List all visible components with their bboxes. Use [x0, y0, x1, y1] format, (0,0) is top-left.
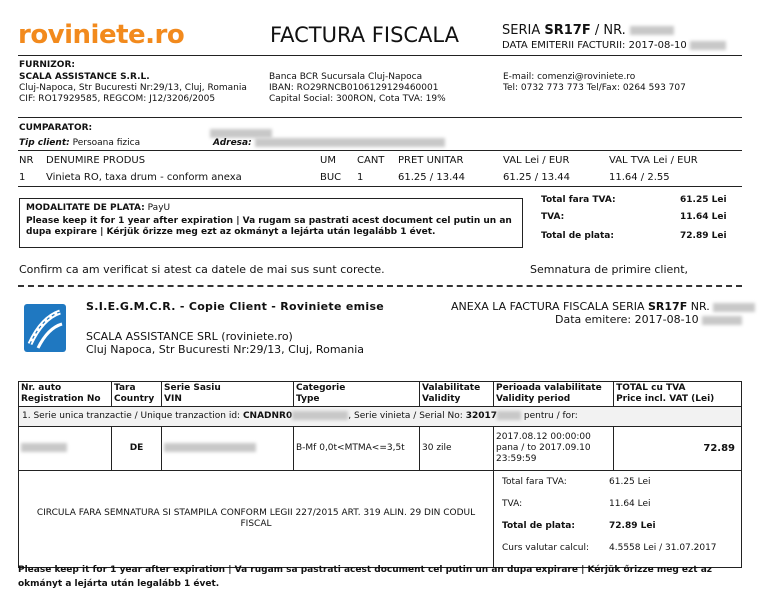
furnizor-cif: CIF: RO17929585, REGCOM: J12/3206/2005: [19, 94, 216, 104]
annex-col-period: Perioada valabilitate Validity period: [494, 382, 614, 407]
annex-summary-row: Total fara TVA: 61.25 Lei: [502, 477, 651, 487]
divider: [18, 186, 742, 187]
product-pret: 61.25 / 13.44: [398, 172, 465, 183]
annex-notice: CIRCULA FARA SEMNATURA SI STAMPILA CONFORM LEGII 227/2015 ART. 319 ALIN. 29 DIN CODUL FISCAL: [19, 471, 494, 568]
annex-header-row: [19, 382, 742, 407]
furnizor-capital: Capital Social: 300RON, Cota TVA: 19%: [269, 94, 446, 104]
annex-data-row: [19, 427, 742, 471]
product-cant: 1: [357, 172, 364, 183]
annex-col-validity: Valabilitate Validity: [420, 382, 494, 407]
cut-line: [18, 285, 742, 287]
col-val: VAL Lei / EUR: [503, 155, 570, 166]
furnizor-iban: IBAN: RO29RNCB0106129129460001: [269, 83, 439, 93]
annex-company: SCALA ASSISTANCE SRL (roviniete.ro): [86, 330, 293, 343]
total-fara-tva-label: Total fara TVA:: [541, 195, 616, 205]
col-denumire: DENUMIRE PRODUS: [46, 155, 146, 166]
annex-col-vin: Serie Sasiu VIN: [162, 382, 294, 407]
furnizor-bank: Banca BCR Sucursala Cluj-Napoca: [269, 72, 423, 82]
annex-col-total: TOTAL cu TVA Price incl. VAT (Lei): [614, 382, 742, 407]
furnizor-tel: Tel: 0732 773 773 Tel/Fax: 0264 593 707: [503, 83, 686, 93]
road-logo-icon: [24, 304, 66, 352]
divider: [18, 55, 742, 56]
annex-heading: ANEXA LA FACTURA FISCALA SERIA SR17F NR.: [451, 300, 755, 313]
invoice-date: DATA EMITERII FACTURII: 2017-08-10: [502, 40, 726, 52]
total-fara-tva-value: 61.25 Lei: [680, 195, 727, 205]
annex-period-cell: 2017.08.12 00:00:00 pana / to 2017.09.10 23:59:59: [494, 427, 614, 471]
product-val: 61.25 / 13.44: [503, 172, 570, 183]
annex-country-cell: DE: [112, 427, 162, 471]
annex-table: [18, 381, 742, 568]
col-pret: PRET UNITAR: [398, 155, 464, 166]
adresa-label: Adresa:: [213, 138, 445, 149]
furnizor-label: FURNIZOR:: [19, 60, 75, 70]
furnizor-address: Cluj-Napoca, Str Bucuresti Nr:29/13, Cluj, Romania: [19, 83, 247, 93]
annex-vin-cell: [162, 427, 294, 471]
divider: [18, 150, 742, 151]
furnizor-email: E-mail: comenzi@roviniete.ro: [503, 72, 636, 82]
divider: [18, 117, 742, 118]
annex-org: S.I.E.G.M.C.R. - Copie Client - Roviniete emise: [86, 300, 385, 313]
tva-value: 11.64 Lei: [680, 212, 727, 222]
payment-method: MODALITATE DE PLATA: PayU: [26, 203, 171, 213]
annex-col-type: Categorie Type: [294, 382, 420, 407]
annex-date: Data emitere: 2017-08-10: [555, 313, 742, 326]
invoice-series: SERIA SR17F / NR.: [502, 23, 674, 39]
product-tva: 11.64 / 2.55: [609, 172, 670, 183]
annex-serie-row: [19, 407, 742, 427]
tip-client: Tip client: Persoana fizica: [19, 138, 141, 148]
signature-label: Semnatura de primire client,: [530, 263, 689, 276]
col-tva: VAL TVA Lei / EUR: [609, 155, 698, 166]
annex-footer-row: [19, 471, 742, 568]
annex-address: Cluj Napoca, Str Bucuresti Nr:29/13, Cluj, Romania: [86, 343, 365, 356]
annex-serie-cell: 1. Serie unica tranzactie / Unique tranzaction id: CNADNR0 , Serie vinieta / Serial No: 32017 pentru / for:: [19, 407, 742, 427]
col-um: UM: [320, 155, 336, 166]
annex-validity-cell: 30 zile: [420, 427, 494, 471]
confirm-text: Confirm ca am verificat si atest ca datele de mai sus sunt corecte.: [19, 263, 385, 276]
product-um: BUC: [320, 172, 342, 183]
annex-col-nr-auto: Nr. auto Registration No: [19, 382, 112, 407]
annex-plate-cell: [19, 427, 112, 471]
furnizor-name: SCALA ASSISTANCE S.R.L.: [19, 72, 150, 82]
total-plata-value: 72.89 Lei: [680, 231, 727, 241]
payment-note: Please keep it for 1 year after expiration | Va rugam sa pastrati acest document cel putin un an dupa expirare | Kérjük őrizze meg ezt az okmányt a lejárta után legalább 1 évet.: [26, 216, 512, 237]
annex-type-cell: B-Mf 0,0t<MTMA<=3,5t: [294, 427, 420, 471]
product-nr: 1: [19, 172, 26, 183]
annex-summary-row: TVA: 11.64 Lei: [502, 499, 651, 509]
annex-total-cell: 72.89: [614, 427, 742, 471]
annex-col-tara: Tara Country: [112, 382, 162, 407]
annex-summary-row: Total de plata: 72.89 Lei: [502, 521, 656, 531]
payment-box: [19, 198, 523, 248]
annex-summary: [494, 471, 742, 568]
product-name: Vinieta RO, taxa drum - conform anexa: [46, 172, 242, 183]
footer-note: Please keep it for 1 year after expiration | Va rugam sa pastrati acest document cel putin un an dupa expirare | Kérjük őrizze meg ezt az okmányt a lejárta után legalább 1 évet.: [18, 565, 713, 589]
invoice-title: FACTURA FISCALA: [270, 23, 459, 47]
total-plata-label: Total de plata:: [541, 231, 614, 241]
col-cant: CANT: [357, 155, 385, 166]
col-nr: NR: [19, 155, 34, 166]
brand-logo: roviniete.ro: [18, 20, 185, 50]
annex-summary-row: Curs valutar calcul: 4.5558 Lei / 31.07.2017: [502, 543, 717, 553]
tva-label: TVA:: [541, 212, 565, 222]
cumparator-label: CUMPARATOR:: [19, 123, 93, 133]
